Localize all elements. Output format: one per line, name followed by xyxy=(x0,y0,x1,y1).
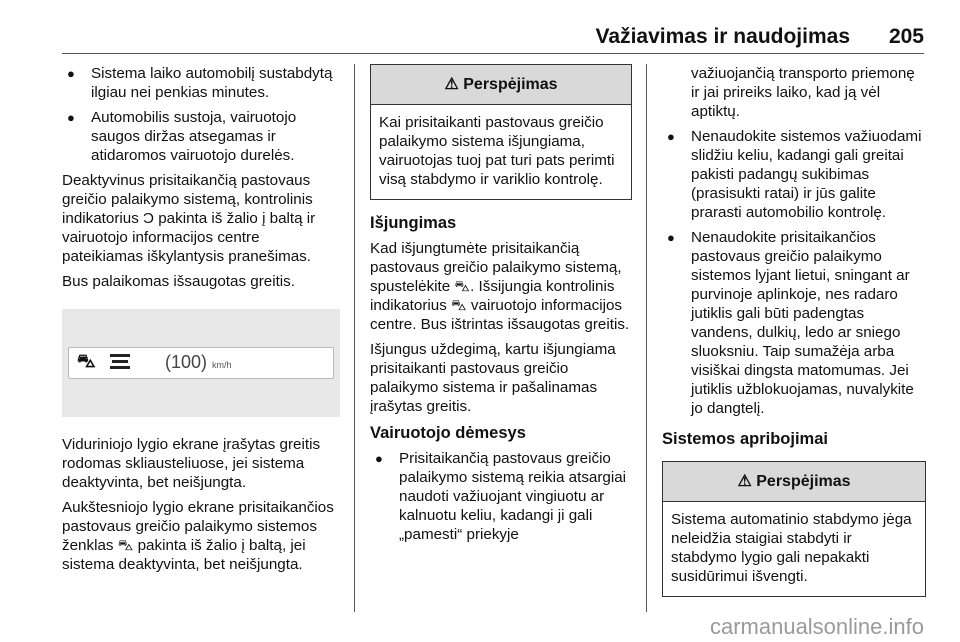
section-heading: Išjungimas xyxy=(370,214,457,232)
list-item: ● Sistema laiko automobilį sustabdytą ilgiau nei penkias minutes. xyxy=(62,64,342,102)
paragraph: Bus palaikomas išsaugotas greitis. xyxy=(62,273,295,290)
cluster-display-bar xyxy=(68,347,334,379)
page-header xyxy=(0,0,960,52)
column-1 xyxy=(62,64,342,580)
column-2 xyxy=(370,64,632,550)
watermark: carmanualsonline.info xyxy=(709,614,924,639)
speed-unit: km/h xyxy=(212,360,232,370)
section-heading: Vairuotojo dėmesys xyxy=(370,424,526,442)
header-rule xyxy=(62,53,924,54)
instrument-cluster-image xyxy=(62,309,340,417)
column-3 xyxy=(662,64,926,611)
list-item: ● Nenaudokite sistemos važiuodami slidžiu keliu, kadangi gali greitai pakisti padangų sukibimas (prasisukti ratai) ir jūs galite prarasti automobilio kontrolę. xyxy=(662,127,926,222)
warning-triangle-icon: ⚠ xyxy=(444,76,459,93)
warning-body: Sistema automatinio stabdymo jėga neleidžia staigiai stabdyti ir stabdymo lygio gali nepakakti susidūrimui išvengti. xyxy=(671,511,912,585)
paragraph: Kad išjungtumėte prisitaikančią pastovaus greičio palaikymo sistemą, spustelėkite ⛍. Išsijungia kontrolinis indikatorius ⛍ vairuotojo informacijos centre. Bus ištrintas išsaugotas greitis. xyxy=(370,240,630,333)
warning-box xyxy=(370,64,632,200)
paragraph: Viduriniojo lygio ekrane įrašytas greitis rodomas skliausteliuose, jei sistema deaktyvinta, bet neišjungta. xyxy=(62,436,321,491)
following-distance-icon xyxy=(109,352,131,377)
adaptive-cruise-icon: ⛍ xyxy=(77,351,96,371)
warning-title: Perspėjimas xyxy=(756,473,851,490)
list-item: ● Automobilis sustoja, vairuotojo saugos diržas atsegamas ir atidaromos vairuotojo durelės. xyxy=(62,108,342,165)
set-speed-readout xyxy=(165,353,232,375)
paragraph-continued: važiuojančią transporto priemonę ir jai prireiks laiko, kad ją vėl aptiktų. xyxy=(691,65,915,120)
section-heading: Sistemos apribojimai xyxy=(662,430,828,448)
header-title: Važiavimas ir naudojimas xyxy=(595,25,850,48)
page-number: 205 xyxy=(888,25,924,48)
paragraph: Išjungus uždegimą, kartu išjungiama prisitaikanti pastovaus greičio palaikymo sistema ir pašalinamas įrašytas greitis. xyxy=(370,341,616,415)
warning-title: Perspėjimas xyxy=(463,76,558,93)
warning-header xyxy=(663,462,925,502)
paragraph: Deaktyvinus prisitaikančią pastovaus greičio palaikymo sistemą, kontrolinis indikatorius Ɔ pakinta iš žalio į baltą ir vairuotojo informacijos centre pateikiamas iškylantysis pranešimas. xyxy=(62,172,316,265)
list-item: ● Prisitaikančią pastovaus greičio palaikymo sistemą reikia atsargiai naudoti važiuojant vingiuotu ar kalnuotu keliu, kadangi ji gali „pamesti“ priekyje xyxy=(370,449,632,544)
warning-triangle-icon: ⚠ xyxy=(737,473,752,490)
warning-body: Kai prisitaikanti pastovaus greičio palaikymo sistema išjungiama, vairuotojas tuoj pat turi pats perimti visą stabdymo ir variklio kontrolę. xyxy=(379,114,615,188)
warning-header xyxy=(371,65,631,105)
column-divider-1 xyxy=(354,64,355,612)
list-item: ● Nenaudokite prisitaikančios pastovaus greičio palaikymo sistemos lyjant lietui, sningant ar purvinoje aplinkoje, nes radaro jutiklis gali būti padengtas vandens, dulkių, ledo ar sniego sluoksniu. Taip sumažėja arba visiškai dingsta matomumas. Jei jutiklis užblokuojamas, nuvalykite jo dangtelį. xyxy=(662,228,926,418)
paragraph: Aukštesniojo lygio ekrane prisitaikančios pastovaus greičio palaikymo sistemos ženklas ⛍ pakinta iš žalio į baltą, jei sistema deaktyvinta, bet neišjungta. xyxy=(62,499,334,573)
warning-box xyxy=(662,461,926,597)
column-divider-2 xyxy=(646,64,647,612)
set-speed-value: (100) xyxy=(165,352,208,372)
